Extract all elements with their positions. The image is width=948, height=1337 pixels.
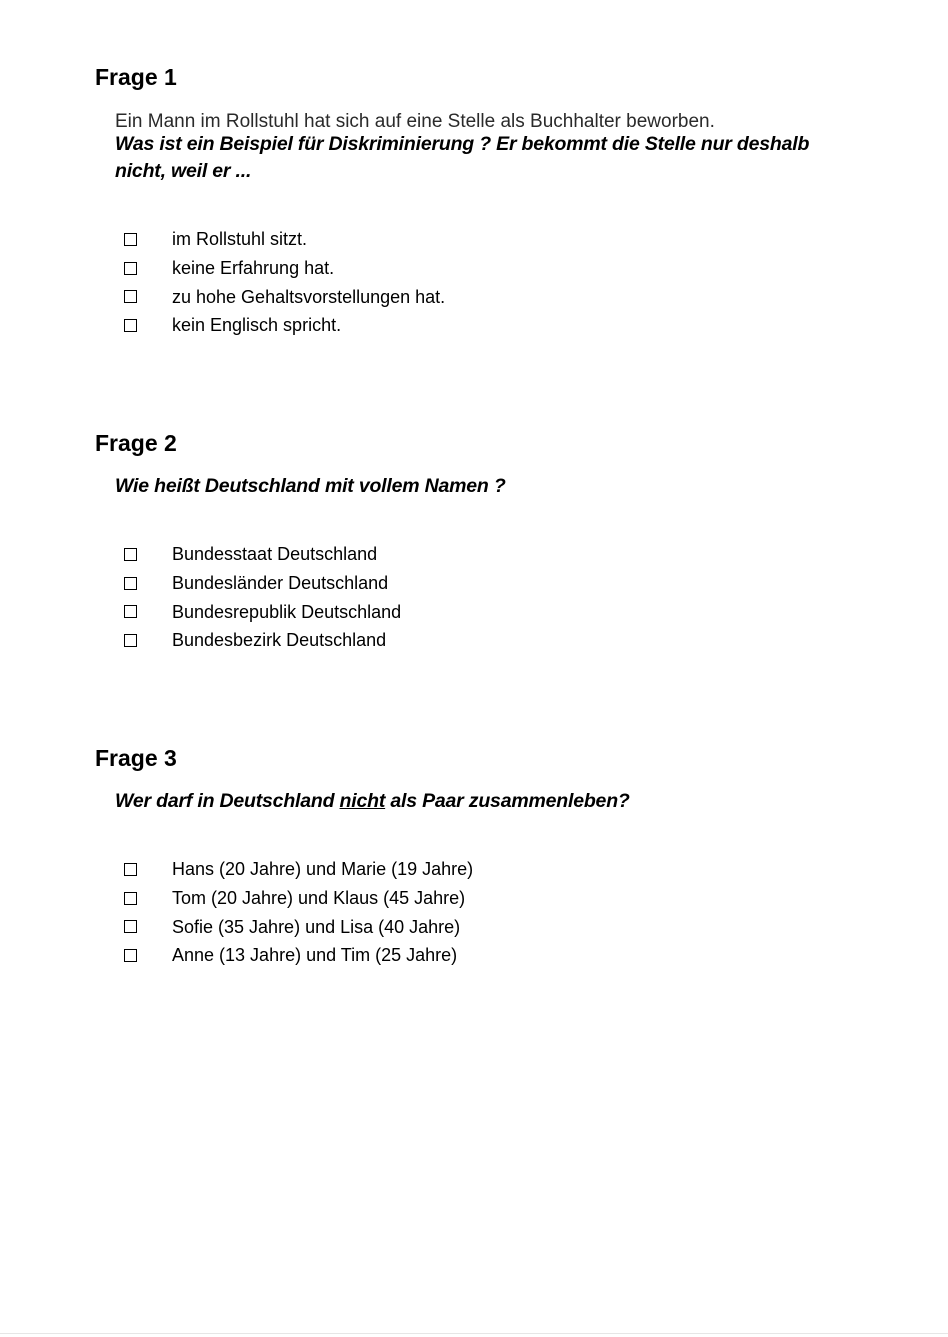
question-1-title: Frage 1: [95, 64, 177, 90]
question-3-text-underlined: nicht: [339, 790, 386, 812]
answer-option[interactable]: [124, 311, 445, 340]
option-label: im Rollstuhl sitzt.: [172, 229, 308, 250]
option-label: Bundesrepublik Deutschland: [172, 601, 402, 622]
option-label: Hans (20 Jahre) und Marie (19 Jahre): [172, 859, 474, 880]
checkbox-q3-c[interactable]: [124, 920, 137, 933]
answer-option[interactable]: [124, 597, 401, 626]
answer-option[interactable]: [124, 912, 473, 941]
question-2-text: Wie heißt Deutschland mit vollem Namen ?: [115, 475, 506, 497]
answer-option[interactable]: [124, 225, 445, 254]
question-1-options: [124, 225, 445, 340]
checkbox-q1-c[interactable]: [124, 290, 137, 303]
answer-option[interactable]: [124, 282, 445, 311]
option-label: Bundesländer Deutschland: [172, 573, 389, 594]
question-3-title: Frage 3: [95, 745, 177, 771]
checkbox-q1-b[interactable]: [124, 262, 137, 275]
checkbox-q2-d[interactable]: [124, 634, 137, 647]
question-2-options: [124, 540, 401, 655]
answer-option[interactable]: [124, 884, 473, 913]
question-2-title: Frage 2: [95, 430, 177, 456]
question-1-text: Was ist ein Beispiel für Diskriminierung ? Er bekommt die Stelle nur deshalb nicht, weil er ...: [115, 133, 810, 182]
question-3-options: [124, 855, 473, 970]
checkbox-q2-c[interactable]: [124, 605, 137, 618]
option-label: keine Erfahrung hat.: [172, 258, 335, 279]
checkbox-q2-a[interactable]: [124, 548, 137, 561]
answer-option[interactable]: [124, 626, 401, 655]
option-label: Bundesstaat Deutschland: [172, 544, 378, 565]
option-label: zu hohe Gehaltsvorstellungen hat.: [172, 286, 446, 307]
option-label: kein Englisch spricht.: [172, 315, 342, 336]
answer-option[interactable]: [124, 540, 401, 569]
answer-option[interactable]: [124, 254, 445, 283]
question-3-text-after: als Paar zusammenleben?: [385, 790, 630, 812]
checkbox-q3-d[interactable]: [124, 949, 137, 962]
page-bottom-edge: [0, 1333, 948, 1334]
option-label: Tom (20 Jahre) und Klaus (45 Jahre): [172, 888, 466, 909]
answer-option[interactable]: [124, 855, 473, 884]
checkbox-q3-b[interactable]: [124, 892, 137, 905]
checkbox-q2-b[interactable]: [124, 577, 137, 590]
checkbox-q1-a[interactable]: [124, 233, 137, 246]
checkbox-q3-a[interactable]: [124, 863, 137, 876]
option-label: Anne (13 Jahre) und Tim (25 Jahre): [172, 945, 458, 966]
question-3-text-before: Wer darf in Deutschland: [115, 790, 340, 812]
checkbox-q1-d[interactable]: [124, 319, 137, 332]
option-label: Bundesbezirk Deutschland: [172, 630, 387, 651]
answer-option[interactable]: [124, 569, 401, 598]
answer-option[interactable]: [124, 941, 473, 970]
question-3-text: [115, 788, 835, 815]
question-1-intro: Ein Mann im Rollstuhl hat sich auf eine Stelle als Buchhalter beworben.: [115, 111, 715, 132]
option-label: Sofie (35 Jahre) und Lisa (40 Jahre): [172, 916, 461, 937]
